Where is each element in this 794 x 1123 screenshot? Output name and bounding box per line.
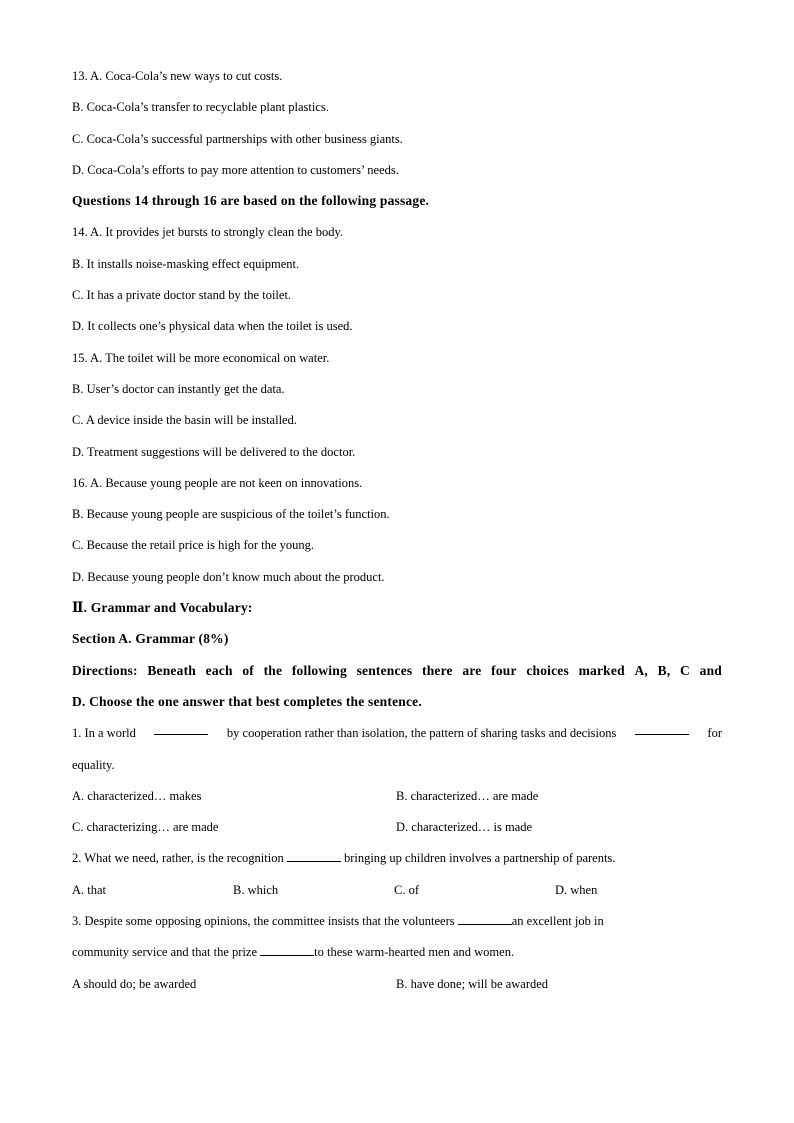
g2-options-row xyxy=(72,878,722,909)
q16-option-d: D. Because young people don’t know much about the product. xyxy=(72,569,385,584)
g3-stem-part2: an excellent job in xyxy=(511,914,604,929)
directions-word: sentences xyxy=(356,662,413,678)
g3-stem-line2-part1: community service and that the prize xyxy=(72,945,258,960)
q15-option-c: C. A device inside the basin will be installed. xyxy=(72,413,297,428)
directions-line-1 xyxy=(72,659,722,690)
directions-word: each xyxy=(205,662,233,678)
q13-option-c: C. Coca-Cola’s successful partnerships with other business giants. xyxy=(72,131,403,146)
g1-option-d: D. characterized… is made xyxy=(396,820,533,835)
g2-option-b: B. which xyxy=(233,882,279,897)
g1-option-c: C. characterizing… are made xyxy=(72,820,219,835)
g1-stem-line-1 xyxy=(72,721,722,752)
directions-word: following xyxy=(291,662,347,678)
directions-word: Beneath xyxy=(147,662,196,678)
q13-option-a: 13. A. Coca-Cola’s new ways to cut costs. xyxy=(72,69,283,83)
q15-option-b: B. User’s doctor can instantly get the data. xyxy=(72,381,285,396)
directions-word: there xyxy=(422,662,453,678)
q16-option-a: 16. A. Because young people are not keen on innovations. xyxy=(72,475,363,490)
passage-heading: Questions 14 through 16 are based on the following passage. xyxy=(72,193,430,209)
g3-stem-part1: 3. Despite some opposing opinions, the committee insists that the volunteers xyxy=(72,914,455,929)
directions-word: Directions: xyxy=(72,662,138,678)
section-a-title: Section A. Grammar (8%) xyxy=(72,631,229,647)
q13-option-b: B. Coca-Cola’s transfer to recyclable plant plastics. xyxy=(72,100,329,115)
g2-option-a: A. that xyxy=(72,882,107,897)
q15-option-a: 15. A. The toilet will be more economical on water. xyxy=(72,350,330,365)
q14-option-c: C. It has a private doctor stand by the toilet. xyxy=(72,288,292,303)
q13-option-d: D. Coca-Cola’s efforts to pay more attention to customers’ needs. xyxy=(72,162,399,177)
q15-option-d: D. Treatment suggestions will be delivered to the doctor. xyxy=(72,444,356,459)
g2-option-c: C. of xyxy=(394,882,419,897)
g2-stem xyxy=(72,846,722,877)
document-page xyxy=(72,64,722,1003)
q14-option-a: 14. A. It provides jet bursts to strongly clean the body. xyxy=(72,225,344,240)
g3-option-b: B. have done; will be awarded xyxy=(396,976,549,991)
g1-stem-line-2: equality. xyxy=(72,757,115,772)
directions-word: marked xyxy=(578,662,625,678)
g1-stem-part1: 1. In a world xyxy=(72,726,136,741)
directions-word: the xyxy=(263,662,283,678)
g1-blank-2 xyxy=(635,721,689,735)
g1-option-a: A. characterized… makes xyxy=(72,788,202,803)
g1-options-row-1 xyxy=(72,784,722,815)
g1-options-row-2 xyxy=(72,815,722,846)
g3-blank-1 xyxy=(458,911,512,925)
directions-word: and xyxy=(699,662,722,678)
q16-option-c: C. Because the retail price is high for the young. xyxy=(72,538,314,553)
q16-option-b: B. Because young people are suspicious of the toilet’s function. xyxy=(72,507,390,522)
directions-word: of xyxy=(242,662,254,678)
directions-word: are xyxy=(462,662,482,678)
g1-stem-part3: for xyxy=(707,726,722,741)
directions-line-2: D. Choose the one answer that best completes the sentence. xyxy=(72,693,422,709)
g3-options-row-1 xyxy=(72,972,722,1003)
q14-option-d: D. It collects one’s physical data when the toilet is used. xyxy=(72,319,353,334)
g2-stem-part2: bringing up children involves a partnership of parents. xyxy=(343,851,616,866)
g1-blank-1 xyxy=(154,721,208,735)
g3-stem-line-2 xyxy=(72,940,722,971)
directions-word: four xyxy=(491,662,517,678)
section-ii-title: Ⅱ. Grammar and Vocabulary: xyxy=(72,600,253,616)
directions-word: A, xyxy=(634,662,648,678)
g3-stem-line-1 xyxy=(72,909,722,940)
g2-option-d: D. when xyxy=(555,882,598,897)
g3-stem-line2-part2: to these warm-hearted men and women. xyxy=(314,945,515,960)
g3-blank-2 xyxy=(260,942,314,956)
q14-option-b: B. It installs noise-masking effect equipment. xyxy=(72,256,300,271)
directions-word: C xyxy=(680,662,690,678)
g3-option-a: A should do; be awarded xyxy=(72,976,197,991)
g1-option-b: B. characterized… are made xyxy=(396,788,539,803)
g2-stem-part1: 2. What we need, rather, is the recognition xyxy=(72,851,284,866)
g1-stem-part2: by cooperation rather than isolation, the pattern of sharing tasks and decisions xyxy=(226,726,617,741)
directions-word: B, xyxy=(657,662,671,678)
g2-blank xyxy=(287,848,341,862)
directions-word: choices xyxy=(526,662,569,678)
